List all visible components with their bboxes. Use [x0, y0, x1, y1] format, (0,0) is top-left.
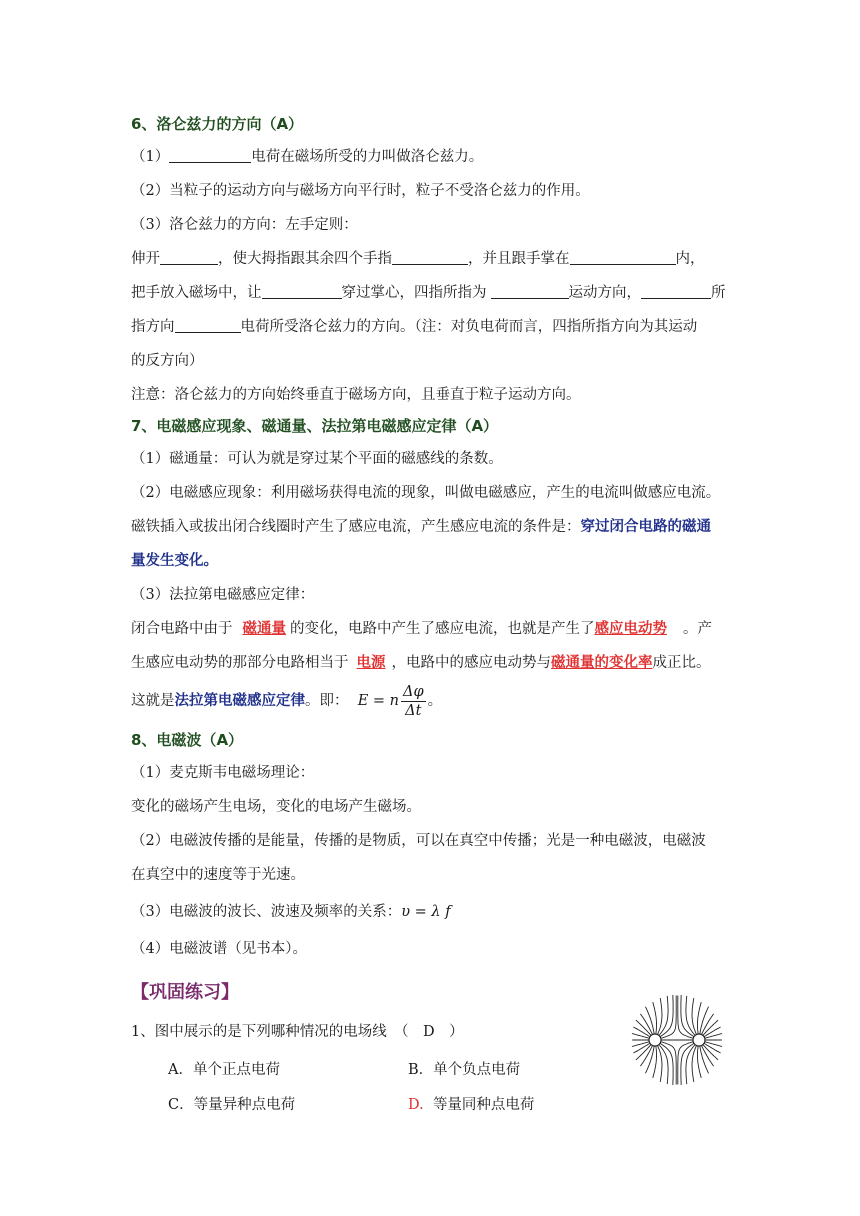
- field-line: [702, 1014, 714, 1035]
- field-line: [640, 1014, 652, 1035]
- exercise-header: 【巩固练习】: [131, 982, 239, 1003]
- s8-line-1: （1）麦克斯韦电磁场理论：: [131, 765, 315, 781]
- s6-line-1: （1） 电荷在磁场所受的力叫做洛仑兹力。: [131, 149, 484, 165]
- s7-line-6: 闭合电路中由于 磁通量 的变化，电路中产生了感应电流，也就是产生了感应电动势 。产: [131, 620, 712, 637]
- field-line: [659, 996, 668, 1036]
- s7-line-2: （2）电磁感应现象：利用磁场获得电流的现象，叫做电磁感应，产生的电流叫做感应电流。: [131, 485, 721, 501]
- s6-line-4: 伸开 ，使大拇指跟其余四个手指 ，并且跟手掌在 内，: [131, 251, 705, 267]
- blank: [262, 284, 342, 299]
- field-line: [658, 1046, 663, 1082]
- s6-line-7: 的反方向）: [131, 353, 204, 369]
- field-line: [686, 996, 695, 1036]
- s8-line-6: （4）电磁波谱（见书本）。: [131, 941, 307, 957]
- s8-line-2: 变化的磁场产生电场，变化的电场产生磁场。: [131, 799, 421, 815]
- field-line: [678, 996, 693, 1039]
- option-a: A．单个正点电荷: [168, 1062, 280, 1078]
- document-page: [131, 104, 731, 1004]
- option-b: B．单个负点电荷: [408, 1062, 521, 1078]
- blank: [570, 250, 676, 265]
- section-7-title: 7、电磁感应现象、磁通量、法拉第电磁感应定律（A）: [131, 417, 499, 435]
- s7-line-8: 这就是法拉第电磁感应定律。即： E = n $\frac{\Delta\varphi}{\Delta t}$ 。: [131, 683, 443, 719]
- s7-line-3: 磁铁插入或拔出闭合线圈时产生了感应电流，产生感应电流的条件是：穿过闭合电路的磁通: [131, 518, 711, 535]
- s8-line-5: （3）电磁波的波长、波速及频率的关系：υ = λ f: [131, 904, 451, 920]
- field-line: [686, 1045, 695, 1085]
- field-line: [692, 1046, 697, 1082]
- blank: [392, 250, 468, 265]
- electric-field-lines-figure: [610, 994, 744, 1086]
- formula-fraction: $\frac{\Delta\varphi}{\Delta t}$: [403, 683, 424, 719]
- s6-note: 注意：洛仑兹力的方向始终垂直于磁场方向，且垂直于粒子运动方向。: [131, 387, 581, 403]
- field-line: [658, 998, 663, 1034]
- s7-line-1: （1）磁通量：可认为就是穿过某个平面的磁感线的条数。: [131, 451, 503, 467]
- blank: [160, 250, 218, 265]
- option-c: C．等量异种点电荷: [168, 1097, 296, 1113]
- section-6-title: 6、洛仑兹力的方向（A）: [131, 115, 304, 133]
- charge-right: [693, 1034, 705, 1046]
- field-line: [692, 998, 697, 1034]
- s8-line-4: 在真空中的速度等于光速。: [131, 867, 305, 883]
- charge-left: [649, 1034, 661, 1046]
- blank: [641, 284, 711, 299]
- question-1: 1、图中展示的是下列哪种情况的电场线 （ D ）: [131, 1024, 464, 1040]
- s7-line-5: （3）法拉第电磁感应定律：: [131, 587, 315, 603]
- field-line: [678, 1042, 693, 1085]
- field-line: [659, 1045, 668, 1085]
- field-line: [661, 996, 676, 1039]
- field-line: [702, 1046, 714, 1067]
- s7-line-4: 量发生变化。: [131, 552, 218, 569]
- formula-lhs: E = n: [357, 693, 400, 709]
- s6-line-3: （3）洛仑兹力的方向：左手定则：: [131, 217, 358, 233]
- s7-line-7: 生感应电动势的那部分电路相当于 电源 ，电路中的感应电动势与磁通量的变化率成正比。: [131, 654, 711, 671]
- blank: [169, 148, 251, 163]
- section-8-title: 8、电磁波（A）: [131, 731, 244, 749]
- field-line: [661, 1042, 676, 1085]
- wave-formula: υ = λ f: [401, 904, 451, 920]
- s6-line-5: 把手放入磁场中，让 穿过掌心，四指所指为 运动方向， 所: [131, 285, 726, 301]
- option-d: D. 等量同种点电荷: [408, 1097, 535, 1113]
- s8-line-3: （2）电磁波传播的是能量，传播的是物质，可以在真空中传播；光是一种电磁波，电磁波: [131, 833, 706, 849]
- s6-line-6: 指方向 电荷所受洛仑兹力的方向。（注：对负电荷而言，四指所指方向为其运动: [131, 319, 698, 335]
- field-line: [640, 1046, 652, 1067]
- s6-line-2: （2）当粒子的运动方向与磁场方向平行时，粒子不受洛仑兹力的作用。: [131, 183, 590, 199]
- blank: [175, 318, 241, 333]
- blank: [491, 284, 569, 299]
